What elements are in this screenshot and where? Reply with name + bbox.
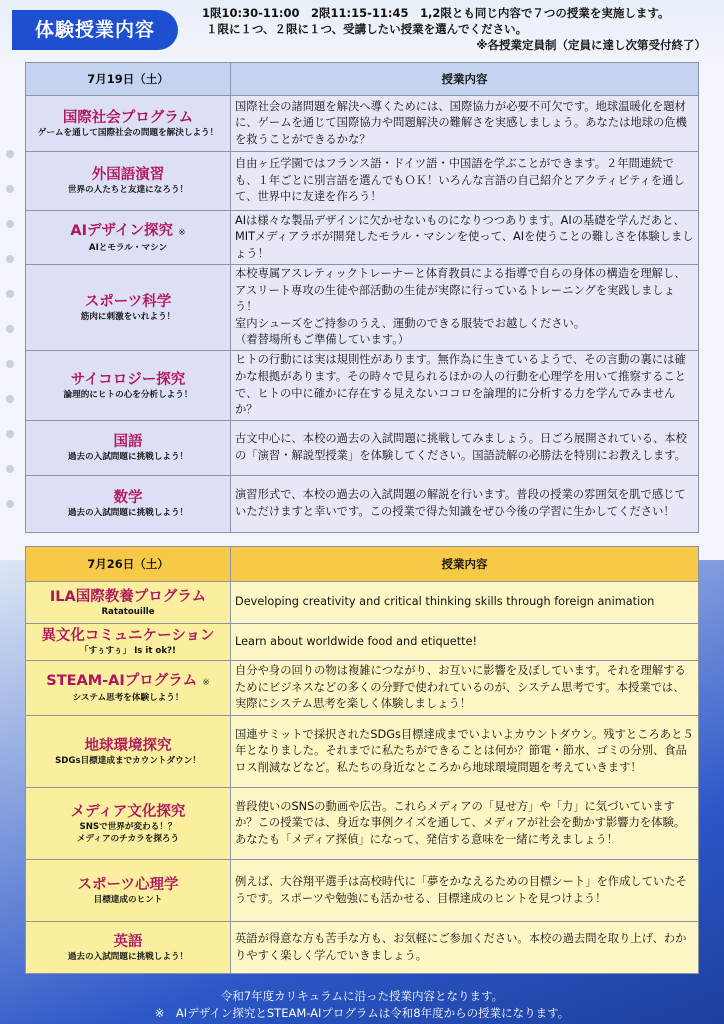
- capacity-note: ※各授業定員制（定員に達し次第受付終了）: [476, 38, 706, 52]
- class-description: Developing creativity and critical thinking skills through foreign animation: [231, 582, 699, 624]
- class-subtitle: ゲームを通して国際社会の問題を解決しよう！: [37, 127, 219, 138]
- schedule-table-day1: [25, 62, 699, 533]
- class-description: AIは様々な製品デザインに欠かせないものになりつつあります。AIの基礎を学んだあと、MITメディアラボが開発したモラル・マシンを使って、AIを使うことの難しさを体験しましょう！: [231, 211, 699, 265]
- class-name: スポーツ科学: [84, 293, 172, 310]
- class-description: 国連サミットで採択されたSDGs目標達成までいよいよカウントダウン。残すところあと５年となりました。それまでに私たちができることは何か？節電・節水、ゴミの分別、食品ロス削減などなど。私たちの身近なところから地球環境問題を考えていきます！: [231, 716, 699, 788]
- class-subtitle: 過去の入試問題に挑戦しよう！: [67, 452, 189, 462]
- footnote-mark: ※: [202, 678, 210, 688]
- footer-notes: [0, 988, 724, 1022]
- class-description: 普段使いのSNSの動画や広告。これらメディアの「見せ方」や「力」に気づいていますか？この授業では、身近な事例クイズを通して、メディアが社会を動かす影響力を体験。あなたも「メディア探偵」になって、発信する意味を一緒に考えましょう！: [231, 788, 699, 860]
- class-description: 国際社会の諸問題を解決へ導くためには、国際協力が必要不可欠です。地球温暖化を題材に、ゲームを通じて国際協力や問題解決の難解さを実感しましょう。あなたは地球の危機を救うことができるかな？: [231, 96, 699, 152]
- class-name: スポーツ心理学: [77, 876, 179, 893]
- class-description: 自由ヶ丘学園ではフランス語・ドイツ語・中国語を学ぶことができます。２年間連続でも、１年ごとに別言語を選んでもＯＫ！いろんな言語の自己紹介とアクティビティを通して、世界中に友達を作ろう！: [231, 152, 699, 211]
- class-subtitle: 目標達成のヒント: [93, 894, 163, 905]
- table-row: [26, 860, 699, 922]
- class-description: 演習形式で、本校の過去の入試問題の解説を行います。普段の授業の雰囲気を肌で感じていただけますと幸いです。この授業で得た知識をぜひ今後の学習に生かしてください！: [231, 476, 699, 533]
- table-row: [26, 211, 699, 265]
- class-description: 古文中心に、本校の過去の入試問題に挑戦してみましょう。日ごろ展開されている、本校の「演習・解説型授業」を体験してください。国語読解の必勝法を特別にお教えします。: [231, 421, 699, 476]
- table-row: [26, 788, 699, 860]
- class-description: ヒトの行動には実は規則性があります。無作為に生きているようで、その言動の裏には確かな根拠があります。その時々で見られるほかの人の行動を心理学を用いて推察することで、ヒトの中に確かに存在する見えないココロを論理的に分析する力を学んでみませんか？: [231, 351, 699, 421]
- table-row: [26, 661, 699, 716]
- class-subtitle: 「すぅすぅ」 Is it ok?!: [80, 646, 176, 656]
- table-row: [26, 351, 699, 421]
- footer-line-1: 令和7年度カリキュラムに沿った授業内容となります。: [220, 989, 504, 1003]
- class-name: サイコロジー探究: [70, 371, 186, 388]
- day2-date: 7月26日（土）: [26, 547, 231, 582]
- class-subtitle: AIとモラル・マシン: [88, 242, 168, 253]
- table-row: [26, 476, 699, 533]
- day1-content-header: 授業内容: [231, 63, 699, 96]
- class-name: 異文化コミュニケーション: [41, 628, 215, 644]
- class-subtitle: SNSで世界が変わる！？ メディアのチカラを探ろう: [76, 821, 180, 844]
- day2-content-header: 授業内容: [231, 547, 699, 582]
- table-row: [26, 582, 699, 624]
- class-subtitle: システム思考を体験しよう！: [72, 693, 184, 703]
- class-subtitle: 論理的にヒトの心を分析しよう！: [63, 389, 193, 400]
- schedule-info: [196, 5, 716, 53]
- class-name: 英語: [113, 933, 143, 950]
- class-subtitle: 筋肉に刺激をいれよう！: [80, 311, 176, 322]
- class-subtitle: 世界の人たちと友達になろう！: [67, 185, 189, 195]
- day1-date: 7月19日（土）: [26, 63, 231, 96]
- class-description: 自分や身の回りの物は複雑につながり、お互いに影響を及ぼしています。それを理解するためにビジネスなどの多くの分野で使われているのが、システム思考です。本授業では、実際にシステム思考を楽しく体験しましょう！: [231, 661, 699, 716]
- schedule-table-day2: [25, 546, 699, 974]
- footnote-mark: ※: [178, 227, 186, 238]
- page-title: 体験授業内容: [12, 10, 178, 50]
- class-subtitle: 過去の入試問題に挑戦しよう！: [67, 508, 189, 518]
- class-description: 本校専属アスレティックトレーナーと体育教員による指導で自らの身体の構造を理解し、アスリート専攻の生徒や部活動の生徒が実際に行っているトレーニングを実践しましょう！ 室内シューズをご持参のうえ、運動のできる服装でお越しください。 （着替場所もご準備しています。）: [231, 265, 699, 351]
- class-name: 国語: [113, 434, 143, 450]
- class-name: AIデザイン探究: [70, 222, 173, 239]
- class-description: 例えば、大谷翔平選手は高校時代に「夢をかなえるための目標シート」を作成していたそうです。スポーツや勉強にも活かせる、目標達成のヒントを見つけよう！: [231, 860, 699, 922]
- class-description: Learn about worldwide food and etiquette!: [231, 624, 699, 661]
- class-name: 数学: [113, 490, 143, 506]
- class-name: 国際社会プログラム: [62, 109, 194, 126]
- footer-line-2: ※ AIデザイン探究とSTEAM-AIプログラムは令和8年度からの授業になります。: [154, 1006, 570, 1020]
- table-row: [26, 152, 699, 211]
- class-name: 地球環境探究: [84, 737, 172, 754]
- binder-holes: [6, 150, 14, 535]
- class-name: STEAM-AIプログラム: [46, 673, 198, 689]
- class-subtitle: SDGs目標達成までカウントダウン！: [55, 755, 201, 766]
- schedule-line-2: １限に１つ、２限に１つ、受講したい授業を選んでください。: [206, 22, 528, 36]
- class-subtitle: 過去の入試問題に挑戦しよう！: [67, 951, 189, 962]
- table-row: [26, 421, 699, 476]
- table-row: [26, 265, 699, 351]
- class-subtitle: Ratatouille: [101, 606, 155, 617]
- class-description: 英語が得意な方も苦手な方も、お気軽にご参加ください。本校の過去問を取り上げ、わかりやすく楽しく学んでいきましょう。: [231, 922, 699, 974]
- table-row: [26, 716, 699, 788]
- class-name: ILA国際教養プログラム: [49, 588, 207, 605]
- table-row: [26, 624, 699, 661]
- class-name: 外国語演習: [91, 167, 165, 183]
- schedule-line-1: 1限10:30-11:00 2限11:15-11:45 1,2限とも同じ内容で７つの授業を実施します。: [202, 6, 670, 20]
- table-row: [26, 922, 699, 974]
- table-row: [26, 96, 699, 152]
- class-name: メディア文化探究: [70, 803, 186, 820]
